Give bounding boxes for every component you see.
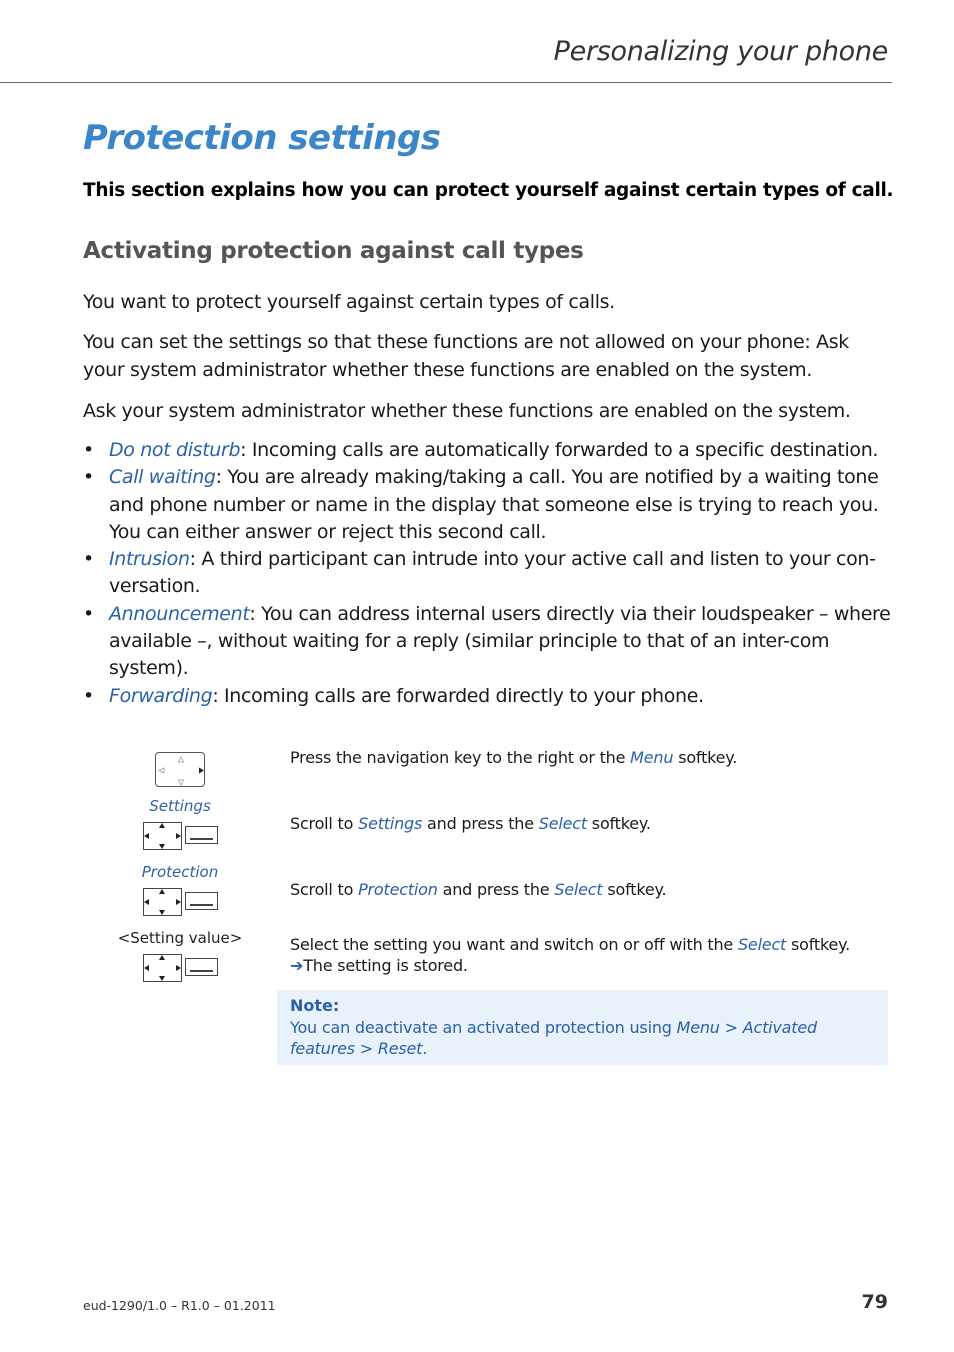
bullet-marker: • bbox=[83, 439, 94, 461]
navigation-key-icon bbox=[155, 752, 205, 787]
note-box bbox=[277, 990, 888, 1065]
list-item bbox=[83, 683, 893, 710]
softkey-menu: Menu bbox=[630, 748, 674, 767]
term-description: : A third participant can intrude into your active call and listen to your con-versation. bbox=[109, 548, 876, 598]
function-list bbox=[83, 437, 893, 710]
menu-path-activated-features: Activated features bbox=[290, 1018, 817, 1058]
intro-text: This section explains how you can protect yourself against certain types of call. bbox=[83, 180, 894, 201]
list-item bbox=[83, 546, 893, 601]
navigation-softkey-icon bbox=[143, 822, 219, 850]
softkey-select: Select bbox=[554, 880, 603, 899]
softkey-select: Select bbox=[737, 935, 787, 954]
step-instruction: Scroll to Protection and press the Select softkey. bbox=[290, 880, 667, 899]
paragraph: Ask your system administrator whether these functions are enabled on the system. bbox=[83, 400, 851, 422]
term-announcement: Announcement bbox=[109, 602, 250, 625]
menu-label-settings: Settings bbox=[149, 797, 211, 815]
menu-item-settings: Settings bbox=[358, 814, 423, 833]
term-intrusion: Intrusion bbox=[109, 548, 190, 571]
term-do-not-disturb: Do not disturb bbox=[109, 439, 241, 461]
page-number: 79 bbox=[861, 1291, 888, 1313]
menu-path-reset: Reset bbox=[377, 1039, 423, 1058]
bullet-marker: • bbox=[83, 684, 94, 707]
note-text: You can deactivate an activated protection using Menu > Activated features > Reset. bbox=[290, 1018, 817, 1058]
step-instruction: Scroll to Settings and press the Select softkey. bbox=[290, 814, 651, 833]
page-title: Protection settings bbox=[83, 118, 441, 158]
navigation-softkey-icon bbox=[143, 954, 219, 982]
document-id: eud-1290/1.0 – R1.0 – 01.2011 bbox=[83, 1298, 276, 1313]
list-item bbox=[83, 601, 893, 683]
bullet-marker: • bbox=[83, 548, 94, 571]
list-item bbox=[83, 437, 893, 464]
navigation-softkey-icon bbox=[143, 888, 219, 916]
term-call-waiting: Call waiting bbox=[109, 466, 216, 489]
setting-value-label: <Setting value> bbox=[117, 929, 243, 947]
menu-label-protection: Protection bbox=[141, 863, 219, 881]
step-result: The setting is stored. bbox=[303, 956, 468, 975]
softkey-select: Select bbox=[538, 814, 587, 833]
term-description: : Incoming calls are automatically forwarded to a specific destination. bbox=[240, 439, 879, 461]
bullet-marker: • bbox=[83, 602, 94, 625]
term-description: : You are already making/taking a call. You are notified by a waiting tone and phone number or name in the display that someone else is trying to reach you. You can either answer or reject this second call. bbox=[109, 466, 879, 543]
term-description: : Incoming calls are forwarded directly to your phone. bbox=[212, 684, 704, 707]
step-instruction: Press the navigation key to the right or the Menu softkey. bbox=[290, 748, 738, 767]
menu-item-protection: Protection bbox=[358, 880, 438, 899]
paragraph: You want to protect yourself against certain types of calls. bbox=[83, 291, 615, 313]
header-divider bbox=[0, 82, 892, 83]
note-title: Note: bbox=[290, 996, 340, 1015]
term-forwarding: Forwarding bbox=[109, 684, 213, 707]
bullet-marker: • bbox=[83, 466, 94, 489]
section-heading: Activating protection against call types bbox=[83, 238, 584, 264]
menu-path-menu: Menu bbox=[676, 1018, 720, 1037]
running-header: Personalizing your phone bbox=[553, 36, 888, 67]
term-description: : You can address internal users directly via their loudspeaker – where available –, without waiting for a reply (similar principle to that of an inter-com system). bbox=[109, 602, 891, 680]
list-item bbox=[83, 464, 893, 546]
paragraph: You can set the settings so that these functions are not allowed on your phone: Ask your system administrator whether these functions are enabled on the system. bbox=[83, 331, 849, 381]
result-arrow-icon: ➔ bbox=[290, 956, 304, 975]
step-instruction: Select the setting you want and switch on or off with the Select softkey. ➔The setting is stored. bbox=[290, 935, 850, 975]
